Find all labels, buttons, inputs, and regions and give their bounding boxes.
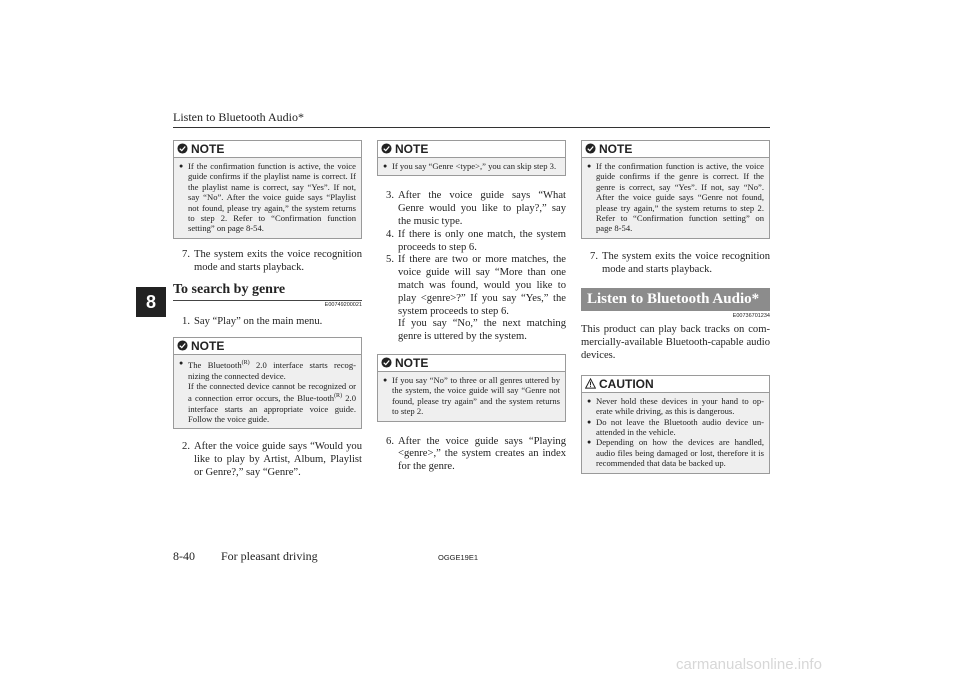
caution-box [581,375,770,474]
note-header [582,141,769,158]
caution-header [582,376,769,393]
note-item: ● If the confirmation function is active, the voice guide confirms if the playlist name is correct. If the playlist name is correct, say “Yes”. If not, say “No”. After the voice guide says “Playlist not found, please try again,” the system returns to step 2. Refer to “Confirmation function setting” on page 8-54. [179,161,356,234]
bullet-icon: ● [587,162,592,170]
bullet-icon: ● [587,417,592,426]
note-item: ● If the confirmation function is active, the voice guide confirms if the genre is correct. If the genre is correct, say “Yes”. If not, say “No”. After the voice guide says “Genre not found, please try again,” the system returns to step 2. Refer to “Confirmation function setting” on page 8-54. [587,161,764,234]
step-5: 5. If there are two or more matches, the voice guide will say “More than one match was found, would you like to play <genre>?” If you say “Yes,” the system proceeds to step 6. If you say “No,” the next matching genre is uttered by the system. [386,254,566,343]
note-check-icon [585,143,596,154]
watermark-link[interactable]: carmanualsonline.info [676,656,822,673]
note-title: NOTE [395,355,429,370]
bullet-icon: ● [587,396,592,405]
bullet-icon: ● [179,359,184,368]
bullet-icon: ● [383,375,388,384]
note-title: NOTE [191,339,225,354]
intro-paragraph: This product can play back tracks on com-mercially-available Bluetooth-capable audio devices. [581,324,770,362]
column-3 [581,140,770,484]
note-title: NOTE [191,142,225,156]
note-item: ● If you say “No” to three or all genres uttered by the system, the voice guide will say “Genre not found, please try again” and the system returns to step 2. [383,374,560,417]
note-title: NOTE [599,142,633,156]
caution-item: ● Never hold these devices in your hand to op-erate while driving, as this is dangerous. [587,395,764,417]
bullet-icon: ● [587,438,592,447]
note-header [174,338,361,355]
note-item: ● If you say “Genre <type>,” you can skip step 3. [383,161,557,171]
note-box [377,354,566,422]
step-4: 4. If there is only one match, the system proceeds to step 6. [386,228,566,253]
chapter-tab: 8 [136,287,166,317]
note-check-icon [177,340,188,351]
caution-item: ● Depending on how the devices are handled, audio files being damaged or lost, therefore it is recommended that data be backed up. [587,437,764,469]
note-check-icon [381,357,392,368]
footer-chapter-title: For pleasant driving [221,549,318,563]
warning-triangle-icon [585,378,596,389]
footer-doc-code: OGGE19E1 [438,553,479,562]
note-check-icon [177,143,188,154]
note-header [378,355,565,372]
note-box [173,140,362,239]
header-rule [173,127,770,128]
note-item: ● The Bluetooth$^{(R)}$ 2.0 interface starts recog-nizing the connected device. If the connected device cannot be recognized or a connection error occurs, the Blue-tooth$^{(R)}$ 2.0 interface starts an appropriate voice guide. Follow the voice guide. [179,359,357,424]
note-box [581,140,770,239]
column-1 [173,140,362,480]
caution-item: ● Do not leave the Bluetooth audio device un-attended in the vehicle. [587,416,764,438]
bullet-icon: ● [179,162,184,170]
section-heading [173,282,362,308]
note-header [174,141,361,158]
column-2 [377,140,566,474]
step-3: 3. After the voice guide says “What Genre would you like to play?,” say the music type. [386,190,566,227]
section-banner: Listen to Bluetooth Audio* [581,288,770,311]
caution-title: CAUTION [599,376,654,391]
section-code: E00736701234 [732,313,770,320]
page-number: 8-40 [173,549,195,563]
section-code: E00749200021 [324,302,362,309]
step-2: 2. After the voice guide says “Would you like to play by Artist, Album, Playlist or Genre?,” say “Genre”. [182,441,362,478]
note-header [378,141,565,158]
step-7: 7. The system exits the voice recognition mode and starts playback. [590,250,770,275]
step-7: 7. The system exits the voice recognition mode and starts playback. [182,248,362,273]
note-box [173,337,362,429]
note-title: NOTE [395,142,429,156]
section-title: To search by genre [173,282,286,298]
step-6: 6. After the voice guide says “Playing <genre>,” the system creates an index for the genre. [386,435,566,473]
step-1: 1. Say “Play” on the main menu. [182,316,323,328]
running-head: Listen to Bluetooth Audio* [173,110,304,124]
note-check-icon [381,143,392,154]
bullet-icon: ● [383,162,388,170]
note-box [377,140,566,176]
